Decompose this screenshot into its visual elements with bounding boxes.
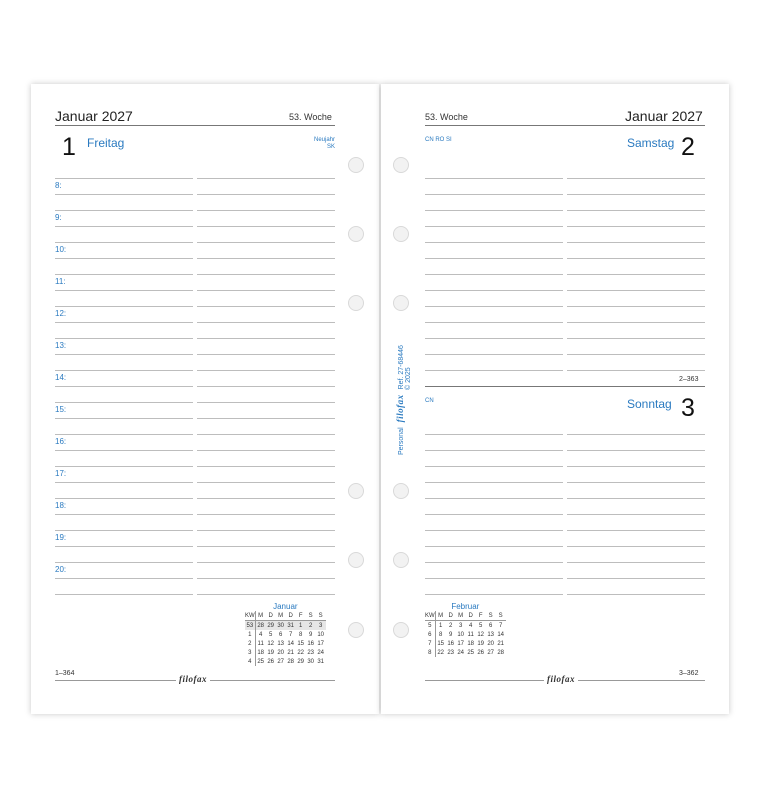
calendar-cell: 22 [437,649,445,656]
calendar-cell: 14 [287,640,295,647]
writing-line [55,402,193,403]
calendar-cell: 15 [437,640,445,647]
writing-line [567,482,705,483]
left-month-title: Januar 2027 [55,108,133,124]
writing-line [425,482,563,483]
calendar-cell: 9 [309,631,313,638]
calendar-header-cell: D [446,611,456,621]
calendar-header-cell: S [316,611,326,621]
writing-line [567,226,705,227]
left-header-rule [55,125,335,126]
left-calendar-table [245,611,326,666]
right-holiday-codes: CN RO SI [425,137,452,143]
calendar-cell: 2 [449,622,453,629]
writing-line [567,466,705,467]
writing-line [567,306,705,307]
calendar-cell: 5 [269,631,273,638]
calendar-cell: 30 [307,658,315,665]
calendar-cell: 12 [477,631,485,638]
calendar-cell: 17 [457,640,465,647]
calendar-header-cell: D [266,611,276,621]
left-mini-calendar [245,602,326,666]
calendar-cell: 24 [317,649,325,656]
calendar-cell: 6 [425,630,435,639]
hour-label: 9: [55,213,62,222]
calendar-header-cell: D [286,611,296,621]
writing-line [425,306,563,307]
calendar-cell: 21 [287,649,295,656]
writing-line [567,242,705,243]
spine-ref: Ref. 27-68446 [398,345,405,390]
sunday-day-name: Sonntag [627,397,672,411]
writing-line [197,450,335,451]
left-holiday-line2: SK [326,144,335,150]
sunday-day-number: 3 [681,394,695,422]
writing-line [197,226,335,227]
calendar-cell: 29 [297,658,305,665]
calendar-header-cell: S [496,611,506,621]
writing-line [567,450,705,451]
calendar-cell: 13 [487,631,495,638]
saturday-day-name: Samstag [627,136,675,150]
calendar-cell: 13 [277,640,285,647]
writing-line [55,434,193,435]
writing-line [197,530,335,531]
writing-line [197,466,335,467]
calendar-cell: 28 [287,658,295,665]
writing-line [197,546,335,547]
writing-line [425,434,563,435]
right-header-rule [425,125,705,126]
writing-line [55,306,193,307]
writing-line [197,434,335,435]
left-day-name: Freitag [87,136,125,150]
writing-line [425,562,563,563]
writing-line [425,594,563,595]
ring-hole [393,295,409,311]
calendar-cell: 23 [307,649,315,656]
writing-line [425,338,563,339]
day-divider-rule [425,386,705,387]
calendar-cell: 20 [277,649,285,656]
writing-line [425,258,563,259]
ring-hole [348,226,364,242]
ring-hole [348,552,364,568]
calendar-cell: 4 [245,657,255,666]
writing-line [55,370,193,371]
writing-line [425,498,563,499]
writing-line [567,258,705,259]
ring-hole [393,226,409,242]
calendar-cell: 8 [299,631,303,638]
calendar-cell: 24 [457,649,465,656]
spine-copyright: © 2025 [405,367,412,390]
hour-label: 15: [55,405,67,414]
writing-line [425,274,563,275]
writing-line [55,178,193,179]
writing-line [425,354,563,355]
writing-line [197,418,335,419]
calendar-cell: 27 [277,658,285,665]
writing-line [567,498,705,499]
writing-line [197,562,335,563]
calendar-cell: 29 [267,622,275,629]
writing-line [55,274,193,275]
writing-line [197,386,335,387]
writing-line [425,546,563,547]
writing-line [55,466,193,467]
calendar-cell: 9 [449,631,453,638]
hour-label: 13: [55,341,67,350]
calendar-cell: 16 [307,640,315,647]
ring-hole [393,483,409,499]
writing-line [55,226,193,227]
writing-line [567,562,705,563]
calendar-cell: 19 [477,640,485,647]
calendar-header-cell: F [476,611,486,621]
writing-line [567,530,705,531]
writing-line [55,242,193,243]
left-filofax-logo: filofax [176,674,210,684]
right-page [381,84,729,714]
calendar-header-cell: M [255,611,266,621]
writing-line [55,594,193,595]
ring-hole [393,552,409,568]
writing-line [197,178,335,179]
calendar-cell: 10 [457,631,465,638]
writing-line [425,370,563,371]
left-page [31,84,379,714]
ring-hole [348,157,364,173]
writing-line [55,482,193,483]
right-mini-calendar [425,602,506,657]
writing-line [197,290,335,291]
hour-label: 19: [55,533,67,542]
saturday-day-number: 2 [681,133,695,161]
writing-line [55,322,193,323]
writing-line [55,546,193,547]
calendar-header-cell: D [466,611,476,621]
writing-line [55,194,193,195]
hour-label: 16: [55,437,67,446]
calendar-cell: 31 [287,622,295,629]
calendar-cell: 10 [317,631,325,638]
calendar-cell: 5 [425,621,435,631]
calendar-cell: 7 [289,631,293,638]
calendar-cell: 3 [245,648,255,657]
writing-line [197,306,335,307]
writing-line [55,338,193,339]
calendar-cell: 2 [245,639,255,648]
writing-line [567,514,705,515]
ring-hole [393,157,409,173]
writing-line [567,594,705,595]
left-calendar-title: Januar [273,602,298,611]
writing-line [425,178,563,179]
calendar-header-cell: KW [425,612,435,619]
calendar-cell: 6 [279,631,283,638]
ring-hole [348,483,364,499]
hour-label: 14: [55,373,67,382]
writing-line [55,290,193,291]
left-day-number: 1 [62,133,76,161]
writing-line [55,578,193,579]
left-week-label: 53. Woche [289,112,332,122]
left-holiday-line1: Neujahr [313,137,335,143]
calendar-cell: 7 [425,639,435,648]
writing-line [55,514,193,515]
writing-line [425,530,563,531]
calendar-cell: 53 [246,622,254,629]
writing-line [197,594,335,595]
writing-line [55,562,193,563]
writing-line [197,194,335,195]
calendar-cell: 19 [267,649,275,656]
writing-line [425,514,563,515]
writing-line [55,354,193,355]
calendar-header-cell: KW [245,612,255,619]
writing-line [55,450,193,451]
calendar-cell: 15 [297,640,305,647]
calendar-cell: 30 [277,622,285,629]
calendar-cell: 6 [489,622,493,629]
calendar-cell: 1 [439,622,443,629]
spine-personal: Personal [398,427,405,455]
calendar-header-cell: S [306,611,316,621]
spine-filofax-logo: filofax [395,394,405,423]
calendar-cell: 14 [497,631,505,638]
writing-line [567,210,705,211]
writing-line [425,226,563,227]
writing-line [567,178,705,179]
writing-line [197,338,335,339]
calendar-cell: 5 [479,622,483,629]
writing-line [425,290,563,291]
hour-label: 18: [55,501,67,510]
right-footer-number: 3–362 [679,670,699,677]
writing-line [197,242,335,243]
left-footer-number: 1–364 [55,670,75,677]
saturday-footer-number: 2–363 [679,376,699,383]
writing-line [425,194,563,195]
calendar-cell: 7 [499,622,503,629]
calendar-cell: 28 [497,649,505,656]
writing-line [197,482,335,483]
calendar-header-cell: F [296,611,306,621]
hour-label: 8: [55,181,62,190]
calendar-cell: 2 [306,621,316,631]
ring-hole [348,295,364,311]
calendar-cell: 27 [487,649,495,656]
calendar-cell: 25 [257,658,265,665]
calendar-cell: 26 [267,658,275,665]
hour-label: 17: [55,469,67,478]
calendar-cell: 1 [245,630,255,639]
calendar-cell: 31 [317,658,325,665]
calendar-cell: 23 [447,649,455,656]
writing-line [197,514,335,515]
writing-line [567,546,705,547]
calendar-header-cell: M [435,611,446,621]
ring-hole [348,622,364,638]
calendar-cell: 12 [267,640,275,647]
writing-line [425,322,563,323]
writing-line [55,530,193,531]
writing-line [425,450,563,451]
writing-line [55,498,193,499]
calendar-header-cell: M [456,611,466,621]
ring-hole [393,622,409,638]
writing-line [567,322,705,323]
writing-line [55,418,193,419]
calendar-cell: 8 [425,648,435,657]
hour-label: 11: [55,277,66,286]
calendar-cell: 25 [467,649,475,656]
writing-line [567,578,705,579]
writing-line [197,274,335,275]
calendar-cell: 11 [257,640,264,647]
writing-line [197,354,335,355]
writing-line [197,402,335,403]
calendar-cell: 20 [487,640,495,647]
left-holiday [307,137,335,151]
calendar-header-cell: M [276,611,286,621]
calendar-cell: 8 [439,631,443,638]
writing-line [197,258,335,259]
writing-line [567,354,705,355]
calendar-cell: 18 [257,649,265,656]
right-week-label: 53. Woche [425,112,468,122]
calendar-cell: 4 [469,622,473,629]
writing-line [55,386,193,387]
calendar-cell: 16 [447,640,455,647]
calendar-cell: 18 [467,640,475,647]
writing-line [197,210,335,211]
writing-line [55,258,193,259]
writing-line [197,322,335,323]
right-calendar-table [425,611,506,657]
hour-label: 10: [55,245,67,254]
calendar-cell: 4 [259,631,263,638]
calendar-cell: 26 [477,649,485,656]
calendar-cell: 11 [467,631,474,638]
calendar-cell: 22 [297,649,305,656]
calendar-cell: 3 [316,621,326,631]
right-calendar-title: Februar [451,602,480,611]
writing-line [197,498,335,499]
calendar-cell: 17 [317,640,325,647]
writing-line [567,338,705,339]
spine-text [395,345,405,455]
calendar-cell: 21 [497,640,505,647]
right-month-title: Januar 2027 [625,108,703,124]
writing-line [567,194,705,195]
writing-line [197,370,335,371]
writing-line [425,466,563,467]
hour-label: 12: [55,309,67,318]
calendar-cell: 3 [459,622,463,629]
right-filofax-logo: filofax [544,674,578,684]
calendar-cell: 28 [255,621,266,631]
writing-line [567,290,705,291]
writing-line [197,578,335,579]
hour-label: 20: [55,565,67,574]
writing-line [567,370,705,371]
writing-line [425,578,563,579]
writing-line [567,434,705,435]
calendar-header-cell: S [486,611,496,621]
writing-line [55,210,193,211]
calendar-cell: 1 [296,621,306,631]
writing-line [425,210,563,211]
writing-line [567,274,705,275]
writing-line [425,242,563,243]
sunday-holiday-code: CN [425,398,434,404]
